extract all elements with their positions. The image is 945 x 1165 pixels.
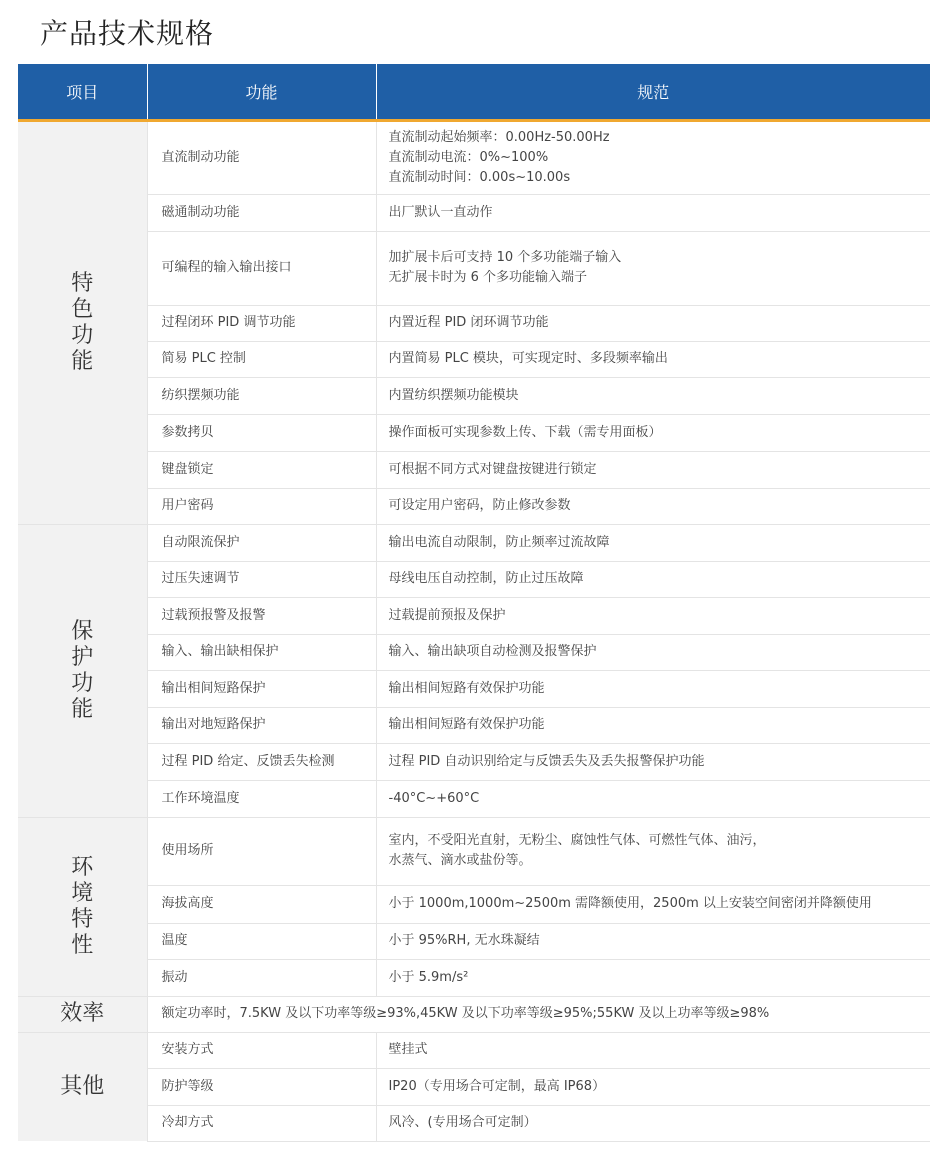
spec-cell: 小于 95%RH, 无水珠凝结 [376, 923, 930, 959]
table-row [18, 670, 930, 707]
function-cell: 输出对地短路保护 [147, 707, 376, 743]
table-row [18, 817, 930, 885]
function-cell: 自动限流保护 [147, 524, 376, 561]
category-other: 其他 [18, 1032, 147, 1141]
table-row [18, 561, 930, 597]
header-function: 功能 [147, 64, 376, 120]
spec-cell: 可设定用户密码，防止修改参数 [376, 488, 930, 524]
spec-cell: 内置近程 PID 闭环调节功能 [376, 305, 930, 341]
spec-cell: 操作面板可实现参数上传、下载（需专用面板） [376, 414, 930, 451]
table-row [18, 1105, 930, 1141]
spec-cell: 可根据不同方式对键盘按键进行锁定 [376, 451, 930, 488]
function-cell: 键盘锁定 [147, 451, 376, 488]
table-row [18, 305, 930, 341]
table-header-row [18, 64, 930, 120]
function-cell: 输入、输出缺相保护 [147, 634, 376, 670]
table-row [18, 743, 930, 780]
function-cell: 输出相间短路保护 [147, 670, 376, 707]
function-cell: 安装方式 [147, 1032, 376, 1068]
spec-cell: 小于 5.9m/s² [376, 959, 930, 996]
function-cell: 温度 [147, 923, 376, 959]
table-row [18, 341, 930, 377]
table-row [18, 414, 930, 451]
spec-cell: 输入、输出缺项自动检测及报警保护 [376, 634, 930, 670]
table-row [18, 923, 930, 959]
spec-table [18, 64, 930, 1142]
page-title: 产品技术规格 [40, 17, 215, 50]
spec-cell: 直流制动起始频率：0.00Hz-50.00Hz 直流制动电流：0%~100% 直流制动时间：0.00s~10.00s [376, 120, 930, 194]
table-row [18, 1068, 930, 1105]
function-cell: 磁通制动功能 [147, 194, 376, 231]
spec-cell: -40°C~+60°C [376, 780, 930, 817]
table-row [18, 377, 930, 414]
header-item: 项目 [18, 64, 147, 120]
table-row [18, 231, 930, 305]
function-cell: 纺织摆频功能 [147, 377, 376, 414]
spec-cell: 加扩展卡后可支持 10 个多功能端子输入 无扩展卡时为 6 个多功能输入端子 [376, 231, 930, 305]
table-row [18, 959, 930, 996]
category-protection: 保护功能 [18, 524, 147, 817]
spec-cell: 出厂默认一直动作 [376, 194, 930, 231]
function-cell: 简易 PLC 控制 [147, 341, 376, 377]
efficiency-cell: 额定功率时，7.5KW 及以下功率等级≥93%,45KW 及以下功率等级≥95%;55KW 及以上功率等级≥98% [147, 996, 930, 1032]
function-cell: 海拔高度 [147, 885, 376, 923]
function-cell: 过压失速调节 [147, 561, 376, 597]
table-row [18, 597, 930, 634]
spec-cell: 风冷、(专用场合可定制） [376, 1105, 930, 1141]
function-cell: 振动 [147, 959, 376, 996]
table-row [18, 1032, 930, 1068]
table-row [18, 707, 930, 743]
table-row [18, 451, 930, 488]
table-row [18, 634, 930, 670]
table-row [18, 488, 930, 524]
spec-cell: 输出电流自动限制，防止频率过流故障 [376, 524, 930, 561]
spec-cell: 室内，不受阳光直射，无粉尘、腐蚀性气体、可燃性气体、油污， 水蒸气、滴水或盐份等。 [376, 817, 930, 885]
spec-cell: 输出相间短路有效保护功能 [376, 707, 930, 743]
function-cell: 过载预报警及报警 [147, 597, 376, 634]
table-row [18, 194, 930, 231]
spec-cell: IP20（专用场合可定制，最高 IP68） [376, 1068, 930, 1105]
table-row [18, 524, 930, 561]
function-cell: 用户密码 [147, 488, 376, 524]
function-cell: 可编程的输入输出接口 [147, 231, 376, 305]
function-cell: 直流制动功能 [147, 120, 376, 194]
table-row [18, 996, 930, 1032]
spec-cell: 壁挂式 [376, 1032, 930, 1068]
header-spec: 规范 [376, 64, 930, 120]
table-row [18, 120, 930, 194]
spec-cell: 过载提前预报及保护 [376, 597, 930, 634]
category-efficiency: 效率 [18, 996, 147, 1032]
function-cell: 冷却方式 [147, 1105, 376, 1141]
function-cell: 参数拷贝 [147, 414, 376, 451]
spec-cell: 小于 1000m,1000m~2500m 需降额使用，2500m 以上安装空间密闭并降额使用 [376, 885, 930, 923]
function-cell: 使用场所 [147, 817, 376, 885]
spec-cell: 内置纺织摆频功能模块 [376, 377, 930, 414]
function-cell: 过程闭环 PID 调节功能 [147, 305, 376, 341]
function-cell: 防护等级 [147, 1068, 376, 1105]
spec-cell: 过程 PID 自动识别给定与反馈丢失及丢失报警保护功能 [376, 743, 930, 780]
spec-cell: 母线电压自动控制，防止过压故障 [376, 561, 930, 597]
spec-cell: 输出相间短路有效保护功能 [376, 670, 930, 707]
function-cell: 过程 PID 给定、反馈丢失检测 [147, 743, 376, 780]
table-row [18, 885, 930, 923]
function-cell: 工作环境温度 [147, 780, 376, 817]
table-row [18, 780, 930, 817]
category-features: 特色功能 [18, 120, 147, 524]
spec-cell: 内置简易 PLC 模块，可实现定时、多段频率输出 [376, 341, 930, 377]
category-environment: 环境特性 [18, 817, 147, 996]
